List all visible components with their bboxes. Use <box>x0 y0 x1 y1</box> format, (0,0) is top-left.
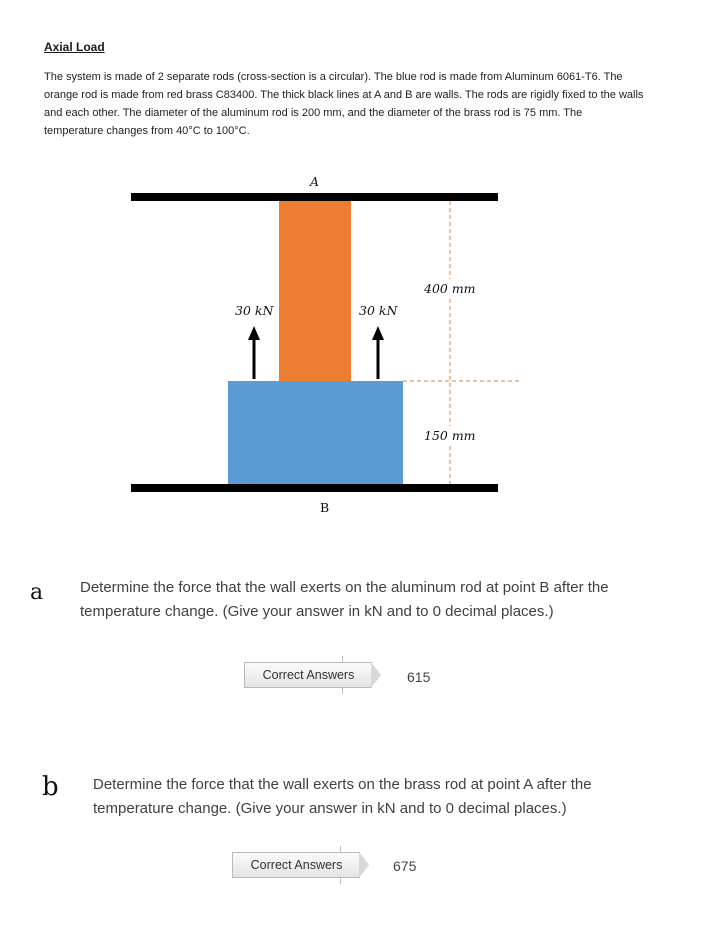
brass-rod <box>279 197 351 381</box>
answer-a-value: 615 <box>407 669 431 685</box>
wall-A <box>131 193 498 201</box>
tick-mark <box>340 878 341 884</box>
problem-description: The system is made of 2 separate rods (cross-section is a circular). The blue rod is made from Aluminum 6061-T6. The orange rod is made from red brass C83400. The thick black lines at A and B are walls. The rods are rigidly fixed to the walls and each other. The diameter of the aluminum rod is 200 mm, and the diameter of the brass rod is 75 mm. The temperature changes from 40°C to 100°C. <box>44 71 644 137</box>
chevron-right-icon <box>359 852 369 878</box>
wall-B <box>131 484 498 492</box>
question-letter-b: b <box>42 772 59 802</box>
page-title: Axial Load <box>44 40 105 54</box>
correct-answers-label: Correct Answers <box>244 662 372 688</box>
force-arrow-left-icon <box>248 326 260 340</box>
tick-mark <box>342 688 343 694</box>
correct-answers-label: Correct Answers <box>232 852 360 878</box>
label-B: B <box>320 500 330 515</box>
correct-answers-button-a[interactable] <box>244 662 394 696</box>
label-A: A <box>310 174 320 189</box>
question-a-text: Determine the force that the wall exerts on the aluminum rod at point B after the temperature change. (Give your answer in kN and to 0 decimal places.) <box>80 579 609 620</box>
dim-bottom-label: 150 mm <box>424 428 476 443</box>
question-b-text: Determine the force that the wall exerts on the brass rod at point A after the temperature change. (Give your answer in kN and to 0 decimal places.) <box>93 776 592 817</box>
chevron-right-icon <box>371 662 381 688</box>
force-right-label: 30 kN <box>359 303 398 318</box>
correct-answers-button-b[interactable] <box>232 852 382 886</box>
question-letter-a: a <box>30 580 44 605</box>
answer-b-value: 675 <box>393 858 417 874</box>
aluminum-rod <box>228 381 403 484</box>
force-left-label: 30 kN <box>235 303 274 318</box>
dim-top-label: 400 mm <box>424 281 476 296</box>
force-arrow-right-icon <box>372 326 384 340</box>
